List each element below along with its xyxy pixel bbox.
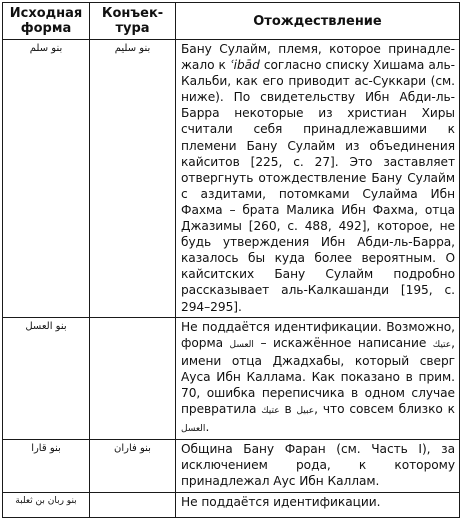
identification-text: в xyxy=(279,402,297,417)
arabic-word: العسل xyxy=(181,424,206,435)
header-original-form-line1: Исходная xyxy=(9,6,83,21)
conjecture-cell xyxy=(90,492,176,517)
table-row xyxy=(3,440,460,492)
header-identification: Отождествление xyxy=(176,3,460,40)
identification-cell xyxy=(176,40,460,318)
identification-text: Бану Сулайм, племя, которое принадле-жало к xyxy=(181,42,455,73)
header-conjecture-line1: Конъек- xyxy=(101,6,164,21)
table-row xyxy=(3,492,460,517)
conjecture-cell: بنو سليم xyxy=(90,40,176,318)
table-header-row xyxy=(3,3,460,40)
identification-cell xyxy=(176,317,460,440)
arabic-word: عتيك xyxy=(432,339,452,350)
arabic-word: عتيك xyxy=(261,406,280,417)
table-row xyxy=(3,40,460,318)
original-form-cell: بنو العسل xyxy=(3,317,90,440)
table-row xyxy=(3,317,460,440)
original-form-cell: بنو قارا xyxy=(3,440,90,492)
identification-text-cont: согласно списку Хишама аль-Кальби, как его приводит ас-Суккари (см. ниже). По свидетельству Ибн Абди-ль-Барра некоторые из христиан Хиры считали себя принадлежавшими к племени Бану Сулайм из объединения кайситов [225, с. 27]. Это заставляет отвергнуть отождествление Бану Сулайм с аздитами, потомками Сулайма Ибн Фахма – брата Малика Ибн Фахма, отца Джазимы [260, с. 488, 492], которое, не будь утверждения Ибн Абди-ль-Барра, казалось бы куда более вероятным. О кайситских Бану Сулайм подробно рассказывает аль-Калкашанди [195, с. 294–295]. xyxy=(181,58,455,314)
identification-text: . xyxy=(205,420,210,435)
identification-text: – искажённое написание xyxy=(253,335,433,350)
header-original-form-line2: форма xyxy=(20,21,72,36)
header-conjecture-line2: тура xyxy=(115,21,150,36)
arabic-word: العسل xyxy=(229,339,254,350)
identification-table xyxy=(2,2,460,518)
identification-text: , что совсем близко к xyxy=(314,402,455,417)
identification-cell: Община Бану Фаран (см. Часть I), за исключением рода, к которому принадлежал Аус Ибн Каллам. xyxy=(176,440,460,492)
conjecture-cell xyxy=(90,317,176,440)
original-form-cell: بنو ربان بن ثعلبة xyxy=(3,492,90,517)
header-original-form xyxy=(3,3,90,40)
header-conjecture xyxy=(90,3,176,40)
identification-text: , имени отца Джадхабы, который сверг Ауса Ибн Каллама. Как показано в прим. 70, ошибка переписчика в одном случае превратила xyxy=(181,335,455,417)
identification-cell: Не поддаётся идентификации. xyxy=(176,492,460,517)
conjecture-cell: بنو فاران xyxy=(90,440,176,492)
ibad-term: ʿibād xyxy=(229,58,260,73)
original-form-cell: بنو سلم xyxy=(3,40,90,318)
arabic-word: عبيل xyxy=(296,406,315,417)
identification-text: Не поддаётся идентификации. Возможно, форма xyxy=(181,319,455,350)
